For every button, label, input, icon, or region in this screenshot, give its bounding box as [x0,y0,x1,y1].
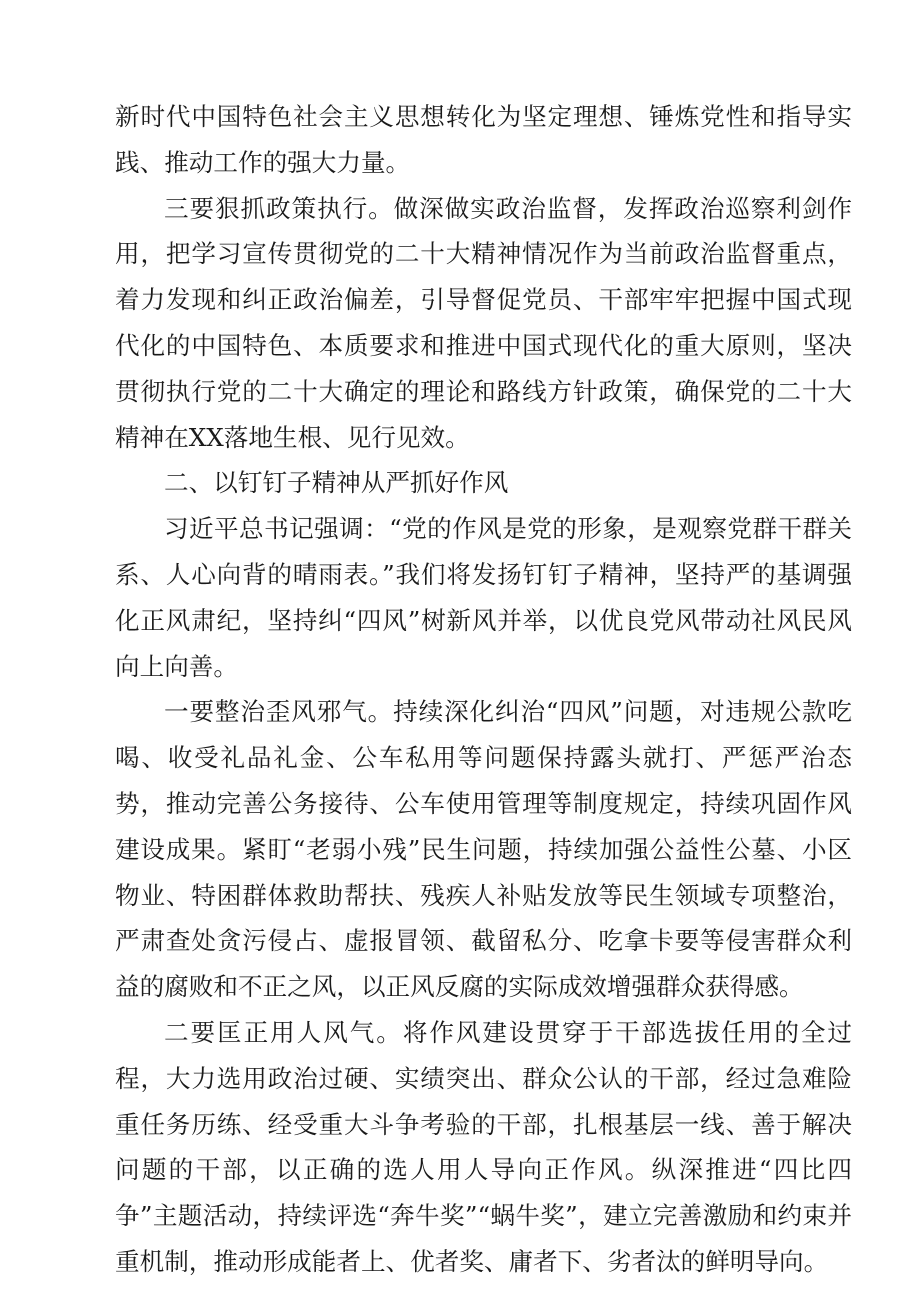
paragraph-continuation: 新时代中国特色社会主义思想转化为坚定理想、锤炼党性和指导实践、推动工作的强大力量。 [115,102,852,177]
paragraph-rectify-style: 一要整治歪风邪气。持续深化纠治“四风”问题，对违规公款吃喝、收受礼品礼金、公车私用等问题保持露头就打、严惩严治态势，推动完善公务接待、公车使用管理等制度规定，持续巩固作风建设成果。紧盯“老弱小残”民生问题，持续加强公益性公墓、小区物业、特困群体救助帮扶、残疾人补贴发放等民生领域专项整治，严肃查处贪污侵占、虚报冒领、截留私分、吃拿卡要等侵害群众利益的腐败和不正之风，以正风反腐的实际成效增强群众获得感。 [115,697,852,1002]
paragraph-quote: 习近平总书记强调：“党的作风是党的形象，是观察党群干群关系、人心向背的晴雨表。”我们将发扬钉钉子精神，坚持严的基调强化正风肃纪，坚持纠“四风”树新风并举，以优良党风带动社风民风向上向善。 [115,514,852,681]
section-heading: 二、以钉钉子精神从严抓好作风 [164,468,509,498]
paragraph-policy-execution: 三要狠抓政策执行。做深做实政治监督，发挥政治巡察利剑作用，把学习宣传贯彻党的二十大精神情况作为当前政治监督重点，着力发现和纠正政治偏差，引导督促党员、干部牢牢把握中国式现代化的中国特色、本质要求和推进中国式现代化的重大原则，坚决贯彻执行党的二十大确定的理论和路线方针政策，确保党的二十大精神在XX落地生根、见行见效。 [115,193,852,452]
paragraph-personnel-style: 二要匡正用人风气。将作风建设贯穿于干部选拔任用的全过程，大力选用政治过硬、实绩突出、群众公认的干部，经过急难险重任务历练、经受重大斗争考验的干部，扎根基层一线、善于解决问题的干部，以正确的选人用人导向正作风。纵深推进“四比四争”主题活动，持续评选“奔牛奖”“蜗牛奖”，建立完善激励和约束并重机制，推动形成能者上、优者奖、庸者下、劣者汰的鲜明导向。 [115,1017,852,1276]
